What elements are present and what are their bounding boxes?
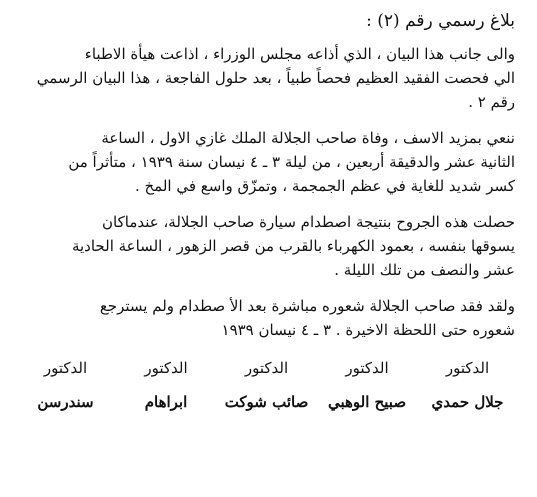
signature-name: صبيح الوهبي <box>327 393 407 411</box>
paragraph-injuries <box>18 210 515 282</box>
signature-title: الدكتور <box>244 359 289 377</box>
paragraph-line: كسر شديد للغاية في عظم الجمجمة ، وتمزّق واسع في المخ . <box>134 177 515 195</box>
signature-name: صائب شوكت <box>224 393 309 411</box>
paragraph-line: ننعي بمزيد الاسف ، وفاة صاحب الجلالة الملك غازي الاول ، الساعة <box>101 129 515 147</box>
paragraph-line: رقم ٢ . <box>468 93 515 111</box>
signature-title: الدكتور <box>43 359 88 377</box>
signature-names <box>18 390 515 414</box>
paragraph-line: حصلت هذه الجروح بنتيجة اصطدام سيارة صاحب الجلالة، عندماكان <box>102 213 515 231</box>
signature-name: سندرسن <box>37 393 94 411</box>
signature-name: ابراهام <box>144 393 188 411</box>
paragraph-line: الي فحصت الفقيد العظيم فحصاً طبياً ، بعد حلول الفاجعة ، هذا البيان الرسمي <box>36 69 515 87</box>
paragraph-line: ولقد فقد صاحب الجلالة شعوره مباشرة بعد الأ صطدام ولم يسترجع <box>99 297 515 315</box>
signature-titles <box>18 356 515 380</box>
signature-name: جلال حمدي <box>431 393 504 411</box>
paragraph-line: شعوره حتى اللحظة الاخيرة . ٣ ـ ٤ نيسان ١٩٣٩ <box>221 321 515 339</box>
paragraph-line: يسوقها بنفسه ، بعمود الكهرباء بالقرب من قصر الزهور ، الساعة الحادية <box>71 237 515 255</box>
paragraph-intro <box>18 42 515 114</box>
signature-title: الدكتور <box>144 359 188 377</box>
bulletin-heading: بلاغ رسمي رقم (٢) : <box>366 11 515 31</box>
signature-title: الدكتور <box>345 359 389 377</box>
paragraph-line: والى جانب هذا البيان ، الذي أذاعه مجلس الوزراء ، اذاعت هيأة الاطباء <box>84 45 515 63</box>
paragraph-announcement <box>18 126 515 198</box>
signature-title: الدكتور <box>445 359 490 377</box>
paragraph-consciousness <box>18 294 515 342</box>
paragraph-line: عشر والنصف من تلك الليلة . <box>334 261 515 279</box>
paragraph-line: الثانية عشر والدقيقة أربعين ، من ليلة ٣ ـ ٤ نيسان سنة ١٩٣٩ ، متأثراً من <box>68 153 515 171</box>
